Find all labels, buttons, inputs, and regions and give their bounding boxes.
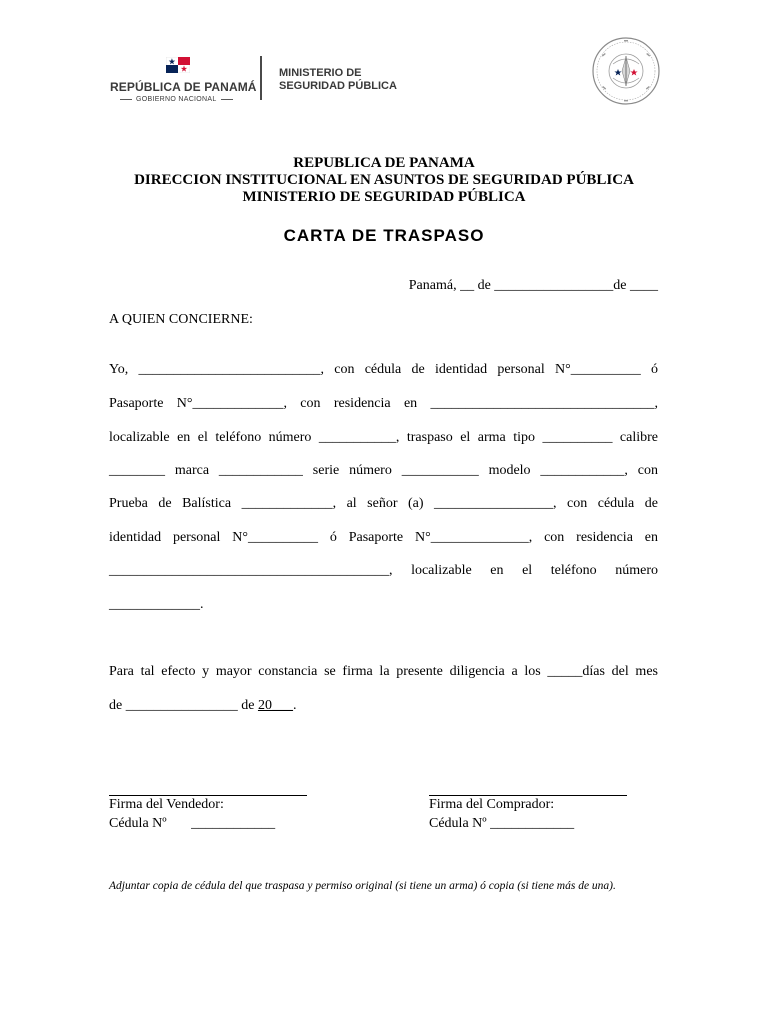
republic-name: REPÚBLICA DE PANAMÁ [110, 80, 257, 94]
closing-line-2 [109, 698, 296, 714]
tagline-rule-left [120, 99, 132, 100]
buyer-id-label: Cédula Nº ____________ [429, 816, 575, 831]
heading-republic: REPUBLICA DE PANAMA [293, 155, 475, 171]
buyer-signature-line [429, 795, 627, 796]
closing-year: 20___ [257, 698, 293, 713]
government-name: GOBIERNO NACIONAL [136, 96, 217, 103]
body-line-4: ________ marca ____________ serie número ___________ modelo ____________, con [109, 463, 658, 478]
ministry-name-line2: SEGURIDAD PÚBLICA [279, 80, 397, 92]
salutation: A QUIEN CONCIERNE: [109, 312, 253, 327]
document-title: CARTA DE TRASPASO [283, 226, 485, 245]
tagline-rule-right [221, 99, 233, 100]
closing-line-2-prefix: de ________________ de [109, 698, 258, 713]
body-line-1: Yo, __________________________, con cédula de identidad personal N°__________ ó [109, 362, 658, 377]
seller-signature-label: Firma del Vendedor: [109, 797, 224, 812]
body-line-7: ________________________________________, localizable en el teléfono número [109, 563, 658, 578]
ministry-seal-icon [591, 36, 661, 106]
body-line-5: Prueba de Balística _____________, al señor (a) _________________, con cédula de [109, 496, 658, 511]
heading-ministry: MINISTERIO DE SEGURIDAD PÚBLICA [242, 189, 526, 205]
closing-line-1: Para tal efecto y mayor constancia se firma la presente diligencia a los _____días del mes [109, 664, 658, 679]
heading-direction: DIRECCION INSTITUCIONAL EN ASUNTOS DE SEGURIDAD PÚBLICA [134, 172, 634, 188]
attachment-note: Adjuntar copia de cédula del que traspasa y permiso original (si tiene un arma) ó copia (si tiene más de una). [109, 880, 616, 892]
seller-id-label: Cédula Nº ____________ [109, 816, 276, 831]
header-divider [260, 56, 262, 100]
panama-flag-icon [166, 57, 190, 73]
buyer-signature-label: Firma del Comprador: [429, 797, 555, 812]
body-line-3: localizable en el teléfono número ___________, traspaso el arma tipo __________ calibre [109, 430, 658, 445]
closing-line-2-suffix: . [292, 698, 297, 713]
body-line-8: _____________. [109, 597, 204, 612]
date-line: Panamá, __ de _________________de ____ [408, 278, 658, 293]
government-tagline [120, 96, 233, 103]
body-line-6: identidad personal N°__________ ó Pasaporte N°______________, con residencia en [109, 530, 658, 545]
seller-signature-line [109, 795, 307, 796]
body-line-2: Pasaporte N°_____________, con residencia en ________________________________, [109, 396, 658, 411]
ministry-name-line1: MINISTERIO DE [279, 67, 362, 79]
